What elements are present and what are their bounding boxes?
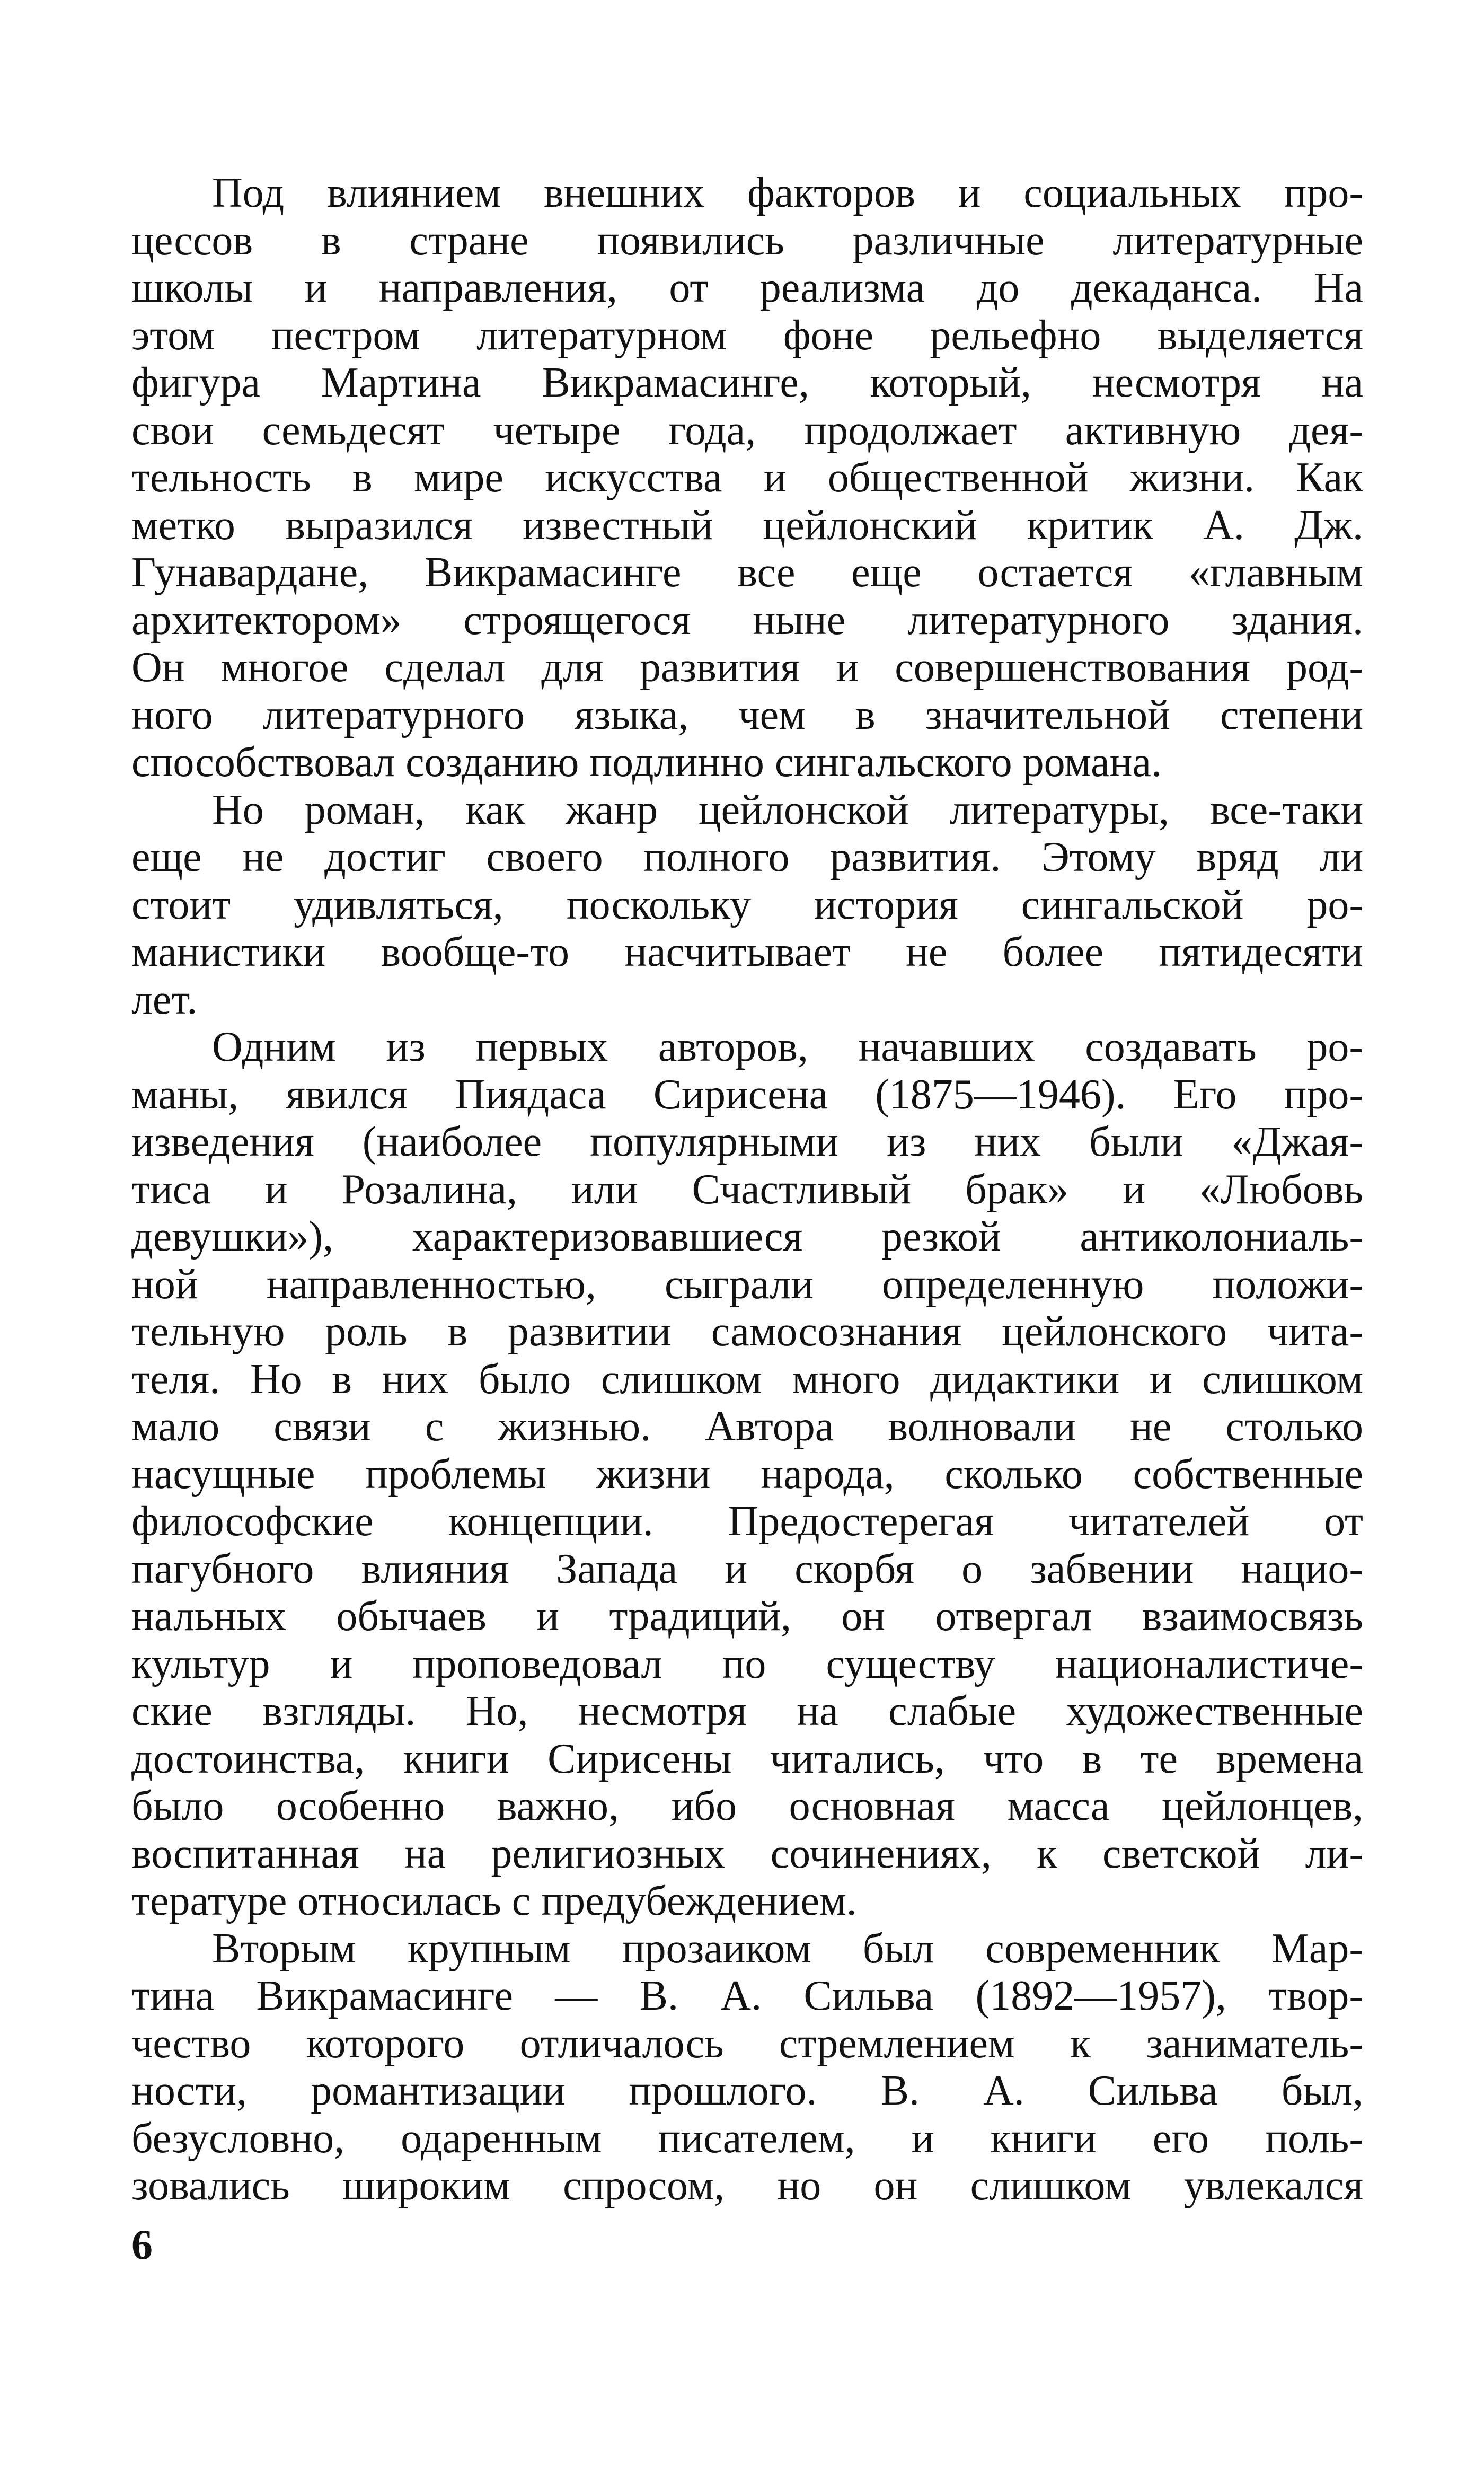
text-line: ного литературного языка, чем в значительной степени bbox=[131, 691, 1363, 738]
text-line: безусловно, одаренным писателем, и книги его поль- bbox=[131, 2115, 1363, 2162]
text-line: тиса и Розалина, или Счастливый брак» и «Любовь bbox=[131, 1166, 1363, 1213]
text-line: тельность в мире искусства и общественной жизни. Как bbox=[131, 454, 1363, 501]
text-line: ности, романтизации прошлого. В. А. Сильва был, bbox=[131, 2067, 1363, 2114]
text-line: изведения (наиболее популярными из них были «Джая- bbox=[131, 1119, 1363, 1165]
text-line: Под влиянием внешних факторов и социальных про- bbox=[212, 170, 1363, 216]
text-line: фигура Мартина Викрамасинге, который, несмотря на bbox=[131, 359, 1363, 406]
text-line: архитектором» строящегося ныне литературного здания. bbox=[131, 596, 1363, 644]
text-line: свои семьдесят четыре года, продолжает активную дея- bbox=[131, 407, 1363, 454]
text-line: чество которого отличалось стремлением к заниматель- bbox=[131, 2020, 1363, 2067]
text-line: пагубного влияния Запада и скорбя о забвении нацио- bbox=[131, 1545, 1363, 1592]
text-line: зовались широким спросом, но он слишком увлекался bbox=[131, 2162, 1363, 2209]
text-line: этом пестром литературном фоне рельефно выделяется bbox=[131, 312, 1363, 359]
text-line: ские взгляды. Но, несмотря на слабые художественные bbox=[131, 1688, 1363, 1735]
text-line: девушки»), характеризовавшиеся резкой антиколониаль- bbox=[131, 1213, 1363, 1260]
text-line: ной направленностью, сыграли определенную положи- bbox=[131, 1261, 1363, 1308]
text-line: тературе относилась с предубеждением. bbox=[131, 1878, 857, 1924]
text-line: тельную роль в развитии самосознания цейлонского чита- bbox=[131, 1308, 1363, 1355]
page-number: 6 bbox=[131, 2222, 153, 2268]
paragraph bbox=[131, 1024, 1363, 1925]
text-line: насущные проблемы жизни народа, сколько собственные bbox=[131, 1450, 1363, 1498]
text-line: манистики вообще-то насчитывает не более пятидесяти bbox=[131, 929, 1363, 975]
text-line: тина Викрамасинге — В. А. Сильва (1892—1957), твор- bbox=[131, 1973, 1363, 2019]
text-line: школы и направления, от реализма до декаданса. На bbox=[131, 265, 1363, 311]
text-line: Вторым крупным прозаиком был современник Мар- bbox=[212, 1925, 1363, 1972]
text-line: Одним из первых авторов, начавших создавать ро- bbox=[212, 1024, 1363, 1070]
paragraph bbox=[131, 787, 1363, 1024]
body-text bbox=[131, 170, 1363, 2210]
text-line: философские концепции. Предостерегая читателей от bbox=[131, 1498, 1363, 1545]
text-line: Он многое сделал для развития и совершенствования род- bbox=[131, 644, 1363, 691]
text-line: теля. Но в них было слишком много дидактики и слишком bbox=[131, 1355, 1363, 1403]
text-line: воспитанная на религиозных сочинениях, к светской ли- bbox=[131, 1830, 1363, 1877]
text-line: маны, явился Пиядаса Сирисена (1875—1946). Его про- bbox=[131, 1071, 1363, 1118]
text-line: культур и проповедовал по существу националистиче- bbox=[131, 1640, 1363, 1687]
text-line: метко выразился известный цейлонский критик А. Дж. bbox=[131, 501, 1363, 549]
paragraph bbox=[131, 170, 1363, 787]
text-line: Но роман, как жанр цейлонской литературы, все-таки bbox=[212, 786, 1363, 833]
text-line: достоинства, книги Сирисены читались, что в те времена bbox=[131, 1735, 1363, 1782]
text-line: нальных обычаев и традиций, он отвергал взаимосвязь bbox=[131, 1593, 1363, 1640]
text-line: способствовал созданию подлинно сингальского романа. bbox=[131, 739, 1162, 786]
text-line: еще не достиг своего полного развития. Этому вряд ли bbox=[131, 834, 1363, 881]
text-line: было особенно важно, ибо основная масса цейлонцев, bbox=[131, 1783, 1363, 1829]
text-line: мало связи с жизнью. Автора волновали не столько bbox=[131, 1403, 1363, 1450]
paragraph bbox=[131, 1925, 1363, 2210]
text-line: Гунавардане, Викрамасинге все еще остается «главным bbox=[131, 549, 1363, 596]
text-line: цессов в стране появились различные литературные bbox=[131, 217, 1363, 264]
text-line: стоит удивляться, поскольку история сингальской ро- bbox=[131, 881, 1363, 928]
text-line: лет. bbox=[131, 976, 198, 1023]
